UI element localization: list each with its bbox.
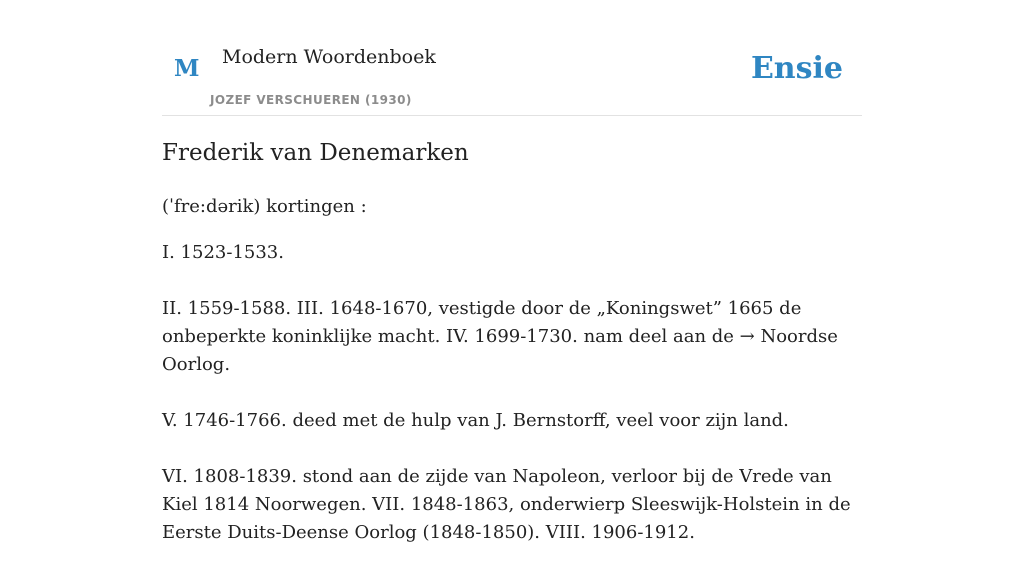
entry-paragraph: I. 1523-1533. <box>162 242 284 263</box>
entry-body <box>162 193 862 575</box>
book-header <box>162 0 862 116</box>
pronunciation: (ˈfre:dərik) kortingen : <box>162 196 367 217</box>
page <box>162 0 862 543</box>
book-title-link[interactable]: Modern Woordenboek <box>222 46 436 68</box>
entry-paragraph: VI. 1808-1839. stond aan de zijde van Napoleon, verloor bij de Vrede van Kiel 1814 Noorwegen. VII. 1848-1863, onderwierp Sleeswijk-Holstein in de Eerste Duits-Deense Oorlog (1848-1850). VIII. 1906-1912. <box>162 466 851 543</box>
book-author: JOZEF VERSCHUEREN (1930) <box>210 93 412 107</box>
entry-paragraph: V. 1746-1766. deed met de hulp van J. Bernstorff, veel voor zijn land. <box>162 410 789 431</box>
ensie-logo[interactable]: Ensie <box>750 51 843 86</box>
entry-paragraph: II. 1559-1588. III. 1648-1670, vestigde door de „Koningswet” 1665 de onbeperkte koninklijke macht. IV. 1699-1730. nam deel aan de → Noordse Oorlog. <box>162 298 838 375</box>
entry-title: Frederik van Denemarken <box>162 140 469 166</box>
book-logo[interactable]: M <box>174 55 200 82</box>
